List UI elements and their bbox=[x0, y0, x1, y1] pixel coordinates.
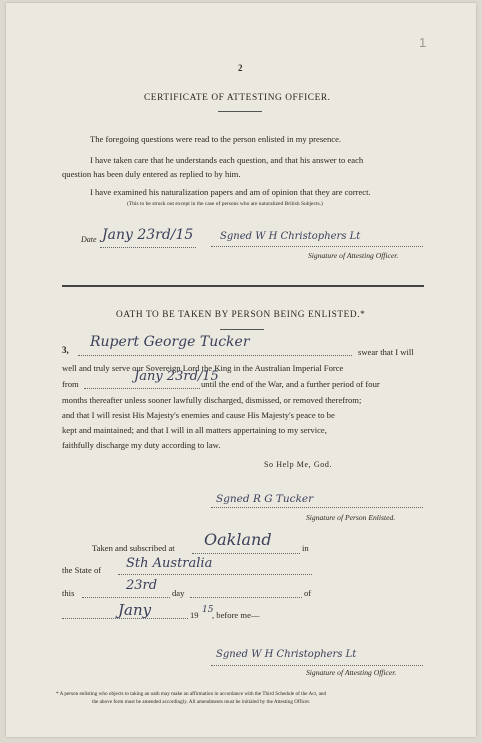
naturalization-note: (This to be struck out except in the case of persons who are naturalized British Subjects.) bbox=[127, 201, 323, 207]
section-divider bbox=[62, 285, 424, 287]
document-page bbox=[6, 3, 476, 737]
month-value: Jany bbox=[118, 601, 152, 619]
year-value: 15 bbox=[202, 605, 214, 615]
oath-line-5: and that I will resist His Majesty's enemies and cause His Majesty's peace to be bbox=[62, 410, 335, 420]
attesting-officer-signature: Sgned W H Christophers Lt bbox=[220, 231, 361, 242]
day-of-line bbox=[190, 597, 302, 598]
oath-closing: So Help Me, God. bbox=[264, 460, 333, 469]
certificate-para-2-line-2: question has been duly entered as replied to by him. bbox=[62, 169, 241, 179]
date-value: Jany 23rd/15 bbox=[102, 227, 194, 243]
oath-line-2: well and truly serve our Sovereign Lord the King in the Australian Imperial Force bbox=[62, 363, 344, 373]
name-line bbox=[78, 355, 352, 356]
officer-signature-line bbox=[211, 246, 423, 247]
enlistee-signature: Sgned R G Tucker bbox=[216, 493, 314, 505]
day-line bbox=[82, 597, 170, 598]
oath-line-7: faithfully discharge my duty according to law. bbox=[62, 440, 221, 450]
oath-underline bbox=[220, 329, 264, 330]
place-value: Oakland bbox=[204, 530, 272, 549]
in-label: in bbox=[302, 543, 309, 553]
enlistee-signature-line bbox=[211, 507, 423, 508]
oath-title: OATH TO BE TAKEN BY PERSON BEING ENLISTED.* bbox=[116, 310, 366, 320]
certificate-para-2-line-1: I have taken care that he understands each question, and that his answer to each bbox=[90, 155, 364, 165]
enlistee-name: Rupert George Tucker bbox=[90, 334, 250, 350]
day-value: 23rd bbox=[126, 578, 158, 593]
certificate-para-3: I have examined his naturalization papers and am of opinion that they are correct. bbox=[90, 187, 371, 197]
footnote-line-2: the above form must be amended accordingly. All amendments must be initialed by the Attesting Officer. bbox=[92, 699, 311, 705]
this-label: this bbox=[62, 588, 75, 598]
taken-subscribed-label: Taken and subscribed at bbox=[92, 543, 175, 553]
title-underline bbox=[218, 111, 262, 112]
year-prefix: 19 bbox=[190, 610, 199, 620]
state-label: the State of bbox=[62, 565, 102, 575]
state-value: Sth Australia bbox=[126, 556, 213, 571]
day-label: day bbox=[172, 588, 185, 598]
oath-line-4: months thereafter unless sooner lawfully discharged, dismissed, or removed therefrom; bbox=[62, 395, 362, 405]
attesting-officer-caption: Signature of Attesting Officer. bbox=[308, 251, 399, 260]
page-number: 2 bbox=[238, 63, 243, 73]
subscribed-officer-signature: Sgned W H Christophers Lt bbox=[216, 649, 357, 660]
date-label: Date bbox=[81, 235, 97, 244]
subscribed-officer-line bbox=[211, 665, 423, 666]
oath-number: 3, bbox=[62, 345, 69, 355]
oath-line-3-end: until the end of the War, and a further period of four bbox=[201, 379, 380, 389]
place-line bbox=[192, 553, 300, 554]
from-date-value: Jany 23rd/15 bbox=[134, 369, 219, 384]
before-me-label: , before me— bbox=[212, 610, 260, 620]
enlistee-signature-caption: Signature of Person Enlisted. bbox=[306, 513, 396, 522]
from-line bbox=[84, 388, 200, 389]
of-label: of bbox=[304, 588, 312, 598]
state-line bbox=[118, 574, 312, 575]
certificate-para-1: The foregoing questions were read to the person enlisted in my presence. bbox=[90, 134, 342, 144]
footnote-line-1: * A person enlisting who objects to taking an oath may make an affirmation in accordance with the Third Schedule of the Act, and bbox=[56, 691, 327, 697]
oath-line-6: kept and maintained; and that I will in all matters appertaining to my service, bbox=[62, 425, 327, 435]
from-label: from bbox=[62, 379, 79, 389]
certificate-title: CERTIFICATE OF ATTESTING OFFICER. bbox=[144, 93, 331, 103]
subscribed-officer-caption: Signature of Attesting Officer. bbox=[306, 668, 397, 677]
date-line bbox=[100, 247, 196, 248]
oath-line-1-end: swear that I will bbox=[358, 347, 414, 357]
corner-mark: 1 bbox=[419, 35, 427, 50]
